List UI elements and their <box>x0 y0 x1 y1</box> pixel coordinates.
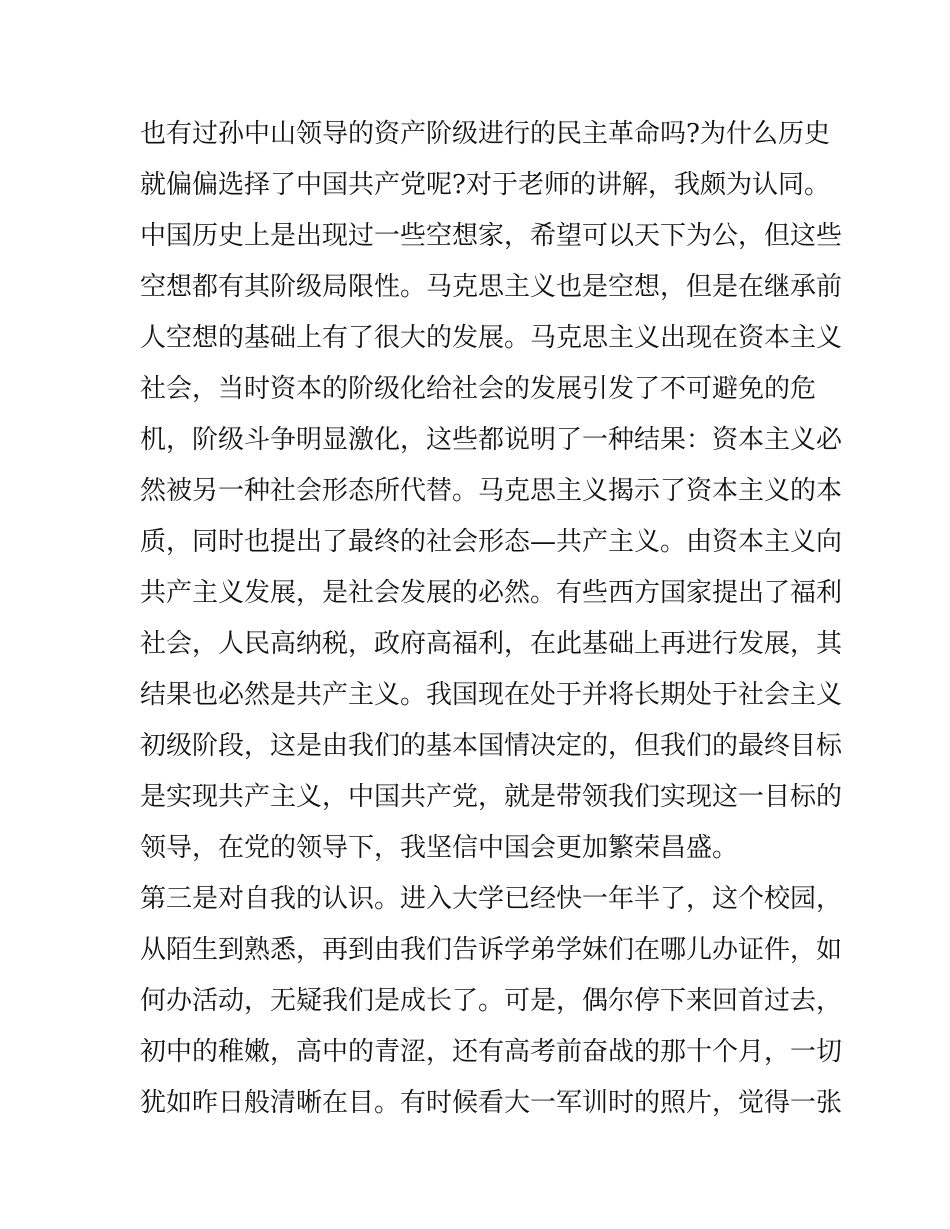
text-line-19: 初中的稚嫩，高中的青涩，还有高考前奋战的那十个月，一切 <box>140 1037 843 1067</box>
text-line-16: 第三是对自我的认识。进入大学已经快一年半了，这个校园， <box>140 884 843 914</box>
body-text <box>140 109 843 1129</box>
text-line-10: 共产主义发展，是社会发展的必然。有些西方国家提出了福利 <box>140 578 843 608</box>
text-line-3: 中国历史上是出现过一些空想家，希望可以天下为公，但这些 <box>140 221 843 251</box>
text-line-7: 机，阶级斗争明显激化，这些都说明了一种结果：资本主义必 <box>140 425 843 455</box>
text-line-11: 社会，人民高纳税，政府高福利，在此基础上再进行发展，其 <box>140 629 843 659</box>
text-line-20: 犹如昨日般清晰在目。有时候看大一军训时的照片，觉得一张 <box>140 1088 843 1118</box>
text-line-14: 是实现共产主义，中国共产党，就是带领我们实现这一目标的 <box>140 782 843 812</box>
text-line-9: 质，同时也提出了最终的社会形态—共产主义。由资本主义向 <box>140 527 843 557</box>
text-line-5: 人空想的基础上有了很大的发展。马克思主义出现在资本主义 <box>140 323 843 353</box>
text-line-8: 然被另一种社会形态所代替。马克思主义揭示了资本主义的本 <box>140 476 843 506</box>
text-line-1: 也有过孙中山领导的资产阶级进行的民主革命吗?为什么历史 <box>140 119 830 149</box>
text-line-6: 社会，当时资本的阶级化给社会的发展引发了不可避免的危 <box>140 374 817 404</box>
text-line-2: 就偏偏选择了中国共产党呢?对于老师的讲解，我颇为认同。 <box>140 170 830 200</box>
text-line-17: 从陌生到熟悉，再到由我们告诉学弟学妹们在哪儿办证件，如 <box>140 935 843 965</box>
text-line-18: 何办活动，无疑我们是成长了。可是，偶尔停下来回首过去， <box>140 986 843 1016</box>
text-line-4: 空想都有其阶级局限性。马克思主义也是空想，但是在继承前 <box>140 272 843 302</box>
text-line-15: 领导，在党的领导下，我坚信中国会更加繁荣昌盛。 <box>140 833 739 863</box>
text-line-12: 结果也必然是共产主义。我国现在处于并将长期处于社会主义 <box>140 680 843 710</box>
text-line-13: 初级阶段，这是由我们的基本国情决定的，但我们的最终目标 <box>140 731 843 761</box>
